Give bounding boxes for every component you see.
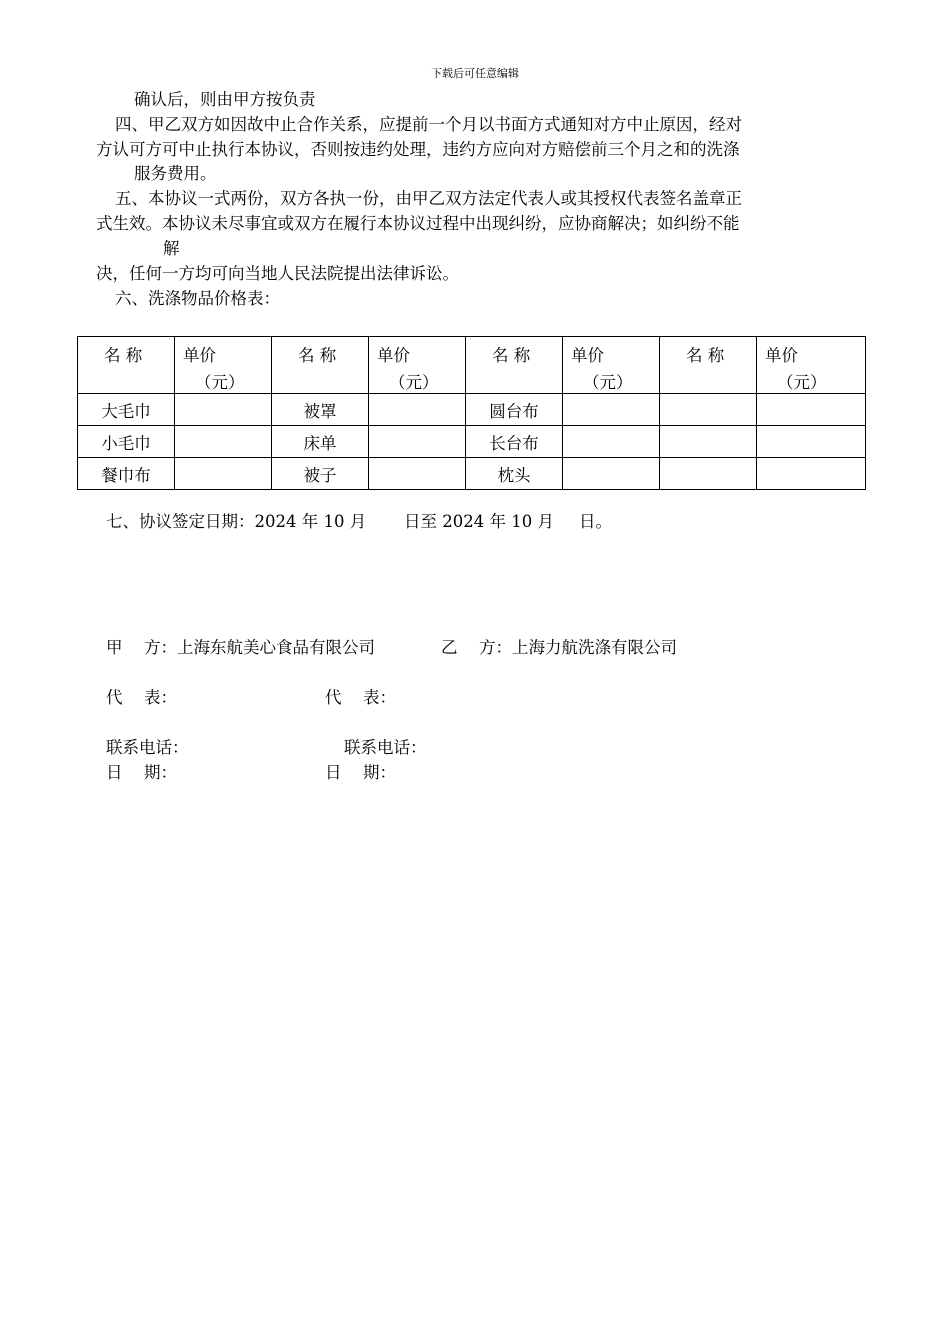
paragraph-line: 解 bbox=[163, 239, 180, 258]
party-b-rep-label: 表： bbox=[363, 688, 396, 707]
party-b-phone-label: 联系电话： bbox=[344, 738, 427, 757]
header-name: 名 称 bbox=[272, 337, 369, 394]
header-price: 单价 （元） bbox=[757, 337, 866, 394]
party-a-date-label: 日 bbox=[106, 763, 123, 782]
table-cell-name bbox=[660, 426, 757, 458]
table-cell-name: 餐巾布 bbox=[78, 458, 175, 490]
agreement-date-end: 日。 bbox=[579, 512, 612, 531]
table-cell-name: 床单 bbox=[272, 426, 369, 458]
table-row bbox=[78, 426, 866, 458]
table-cell-price bbox=[369, 426, 466, 458]
agreement-date-label: 七、协议签定日期：2024 年 10 月 bbox=[106, 512, 367, 531]
table-cell-price bbox=[175, 394, 272, 426]
header-price: 单价 （元） bbox=[369, 337, 466, 394]
party-a-phone-label: 联系电话： bbox=[106, 738, 189, 757]
table-cell-price bbox=[563, 426, 660, 458]
party-a-rep-label: 表： bbox=[144, 688, 177, 707]
section-heading-price-table: 六、洗涤物品价格表： bbox=[115, 289, 280, 308]
table-cell-price bbox=[369, 458, 466, 490]
party-a-rep-label: 代 bbox=[106, 688, 123, 707]
paragraph-line: 决，任何一方均可向当地人民法院提出法律诉讼。 bbox=[96, 264, 459, 283]
table-cell-name: 枕头 bbox=[466, 458, 563, 490]
party-b-rep-label: 代 bbox=[325, 688, 342, 707]
table-cell-name: 长台布 bbox=[466, 426, 563, 458]
paragraph-line: 五、本协议一式两份，双方各执一份，由甲乙双方法定代表人或其授权代表签名盖章正 bbox=[115, 189, 742, 208]
header-name: 名 称 bbox=[78, 337, 175, 394]
table-cell-name: 被子 bbox=[272, 458, 369, 490]
table-cell-price bbox=[757, 458, 866, 490]
table-cell-name: 圆台布 bbox=[466, 394, 563, 426]
table-cell-name bbox=[660, 394, 757, 426]
table-cell-name: 被罩 bbox=[272, 394, 369, 426]
table-cell-name: 小毛巾 bbox=[78, 426, 175, 458]
party-b-date-label: 日 bbox=[325, 763, 342, 782]
table-cell-name: 大毛巾 bbox=[78, 394, 175, 426]
table-row bbox=[78, 394, 866, 426]
table-cell-price bbox=[563, 458, 660, 490]
paragraph-line: 式生效。本协议未尽事宜或双方在履行本协议过程中出现纠纷，应协商解决；如纠纷不能 bbox=[96, 214, 740, 233]
header-name: 名 称 bbox=[466, 337, 563, 394]
paragraph-line: 确认后，则由甲方按负责 bbox=[134, 90, 316, 109]
table-cell-name bbox=[660, 458, 757, 490]
table-cell-price bbox=[757, 394, 866, 426]
table-cell-price bbox=[563, 394, 660, 426]
party-b-name: 方：上海力航洗涤有限公司 bbox=[479, 638, 677, 657]
header-price: 单价 （元） bbox=[175, 337, 272, 394]
paragraph-line: 服务费用。 bbox=[134, 164, 217, 183]
party-b-label: 乙 bbox=[441, 638, 458, 657]
table-row bbox=[78, 458, 866, 490]
price-table bbox=[77, 336, 866, 490]
party-b-date-label: 期： bbox=[363, 763, 396, 782]
paragraph-line: 四、甲乙双方如因故中止合作关系，应提前一个月以书面方式通知对方中止原因，经对 bbox=[115, 115, 742, 134]
page-header: 下载后可任意编辑 bbox=[431, 67, 519, 80]
table-cell-price bbox=[757, 426, 866, 458]
header-name: 名 称 bbox=[660, 337, 757, 394]
header-price: 单价 （元） bbox=[563, 337, 660, 394]
table-header-row bbox=[78, 337, 866, 394]
paragraph-line: 方认可方可中止执行本协议，否则按违约处理，违约方应向对方赔偿前三个月之和的洗涤 bbox=[96, 140, 740, 159]
table-cell-price bbox=[175, 426, 272, 458]
party-a-date-label: 期： bbox=[144, 763, 177, 782]
table-cell-price bbox=[369, 394, 466, 426]
party-a-name: 方：上海东航美心食品有限公司 bbox=[144, 638, 375, 657]
party-a-label: 甲 bbox=[106, 638, 123, 657]
table-cell-price bbox=[175, 458, 272, 490]
agreement-date-mid: 日至 2024 年 10 月 bbox=[404, 512, 554, 531]
